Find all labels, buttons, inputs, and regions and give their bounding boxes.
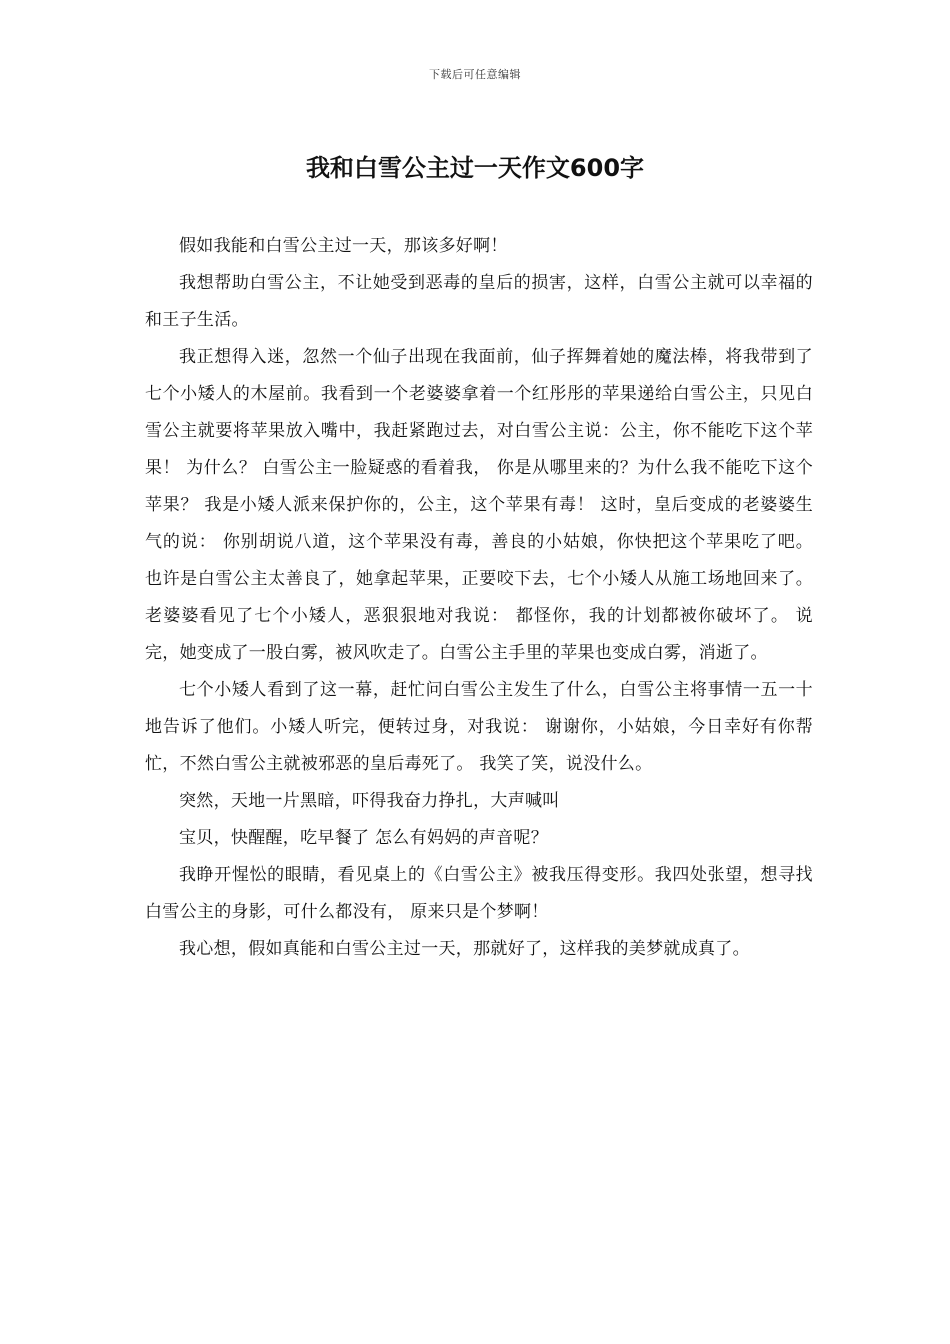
paragraph: 突然，天地一片黑暗，吓得我奋力挣扎，大声喊叫 bbox=[179, 791, 560, 811]
paragraph: 假如我能和白雪公主过一天，那该多好啊！ bbox=[179, 236, 508, 256]
paragraph: 我心想，假如真能和白雪公主过一天，那就好了，这样我的美梦就成真了。 bbox=[179, 939, 750, 959]
paragraph: 宝贝，快醒醒，吃早餐了 怎么有妈妈的声音呢？ bbox=[179, 828, 549, 848]
paragraph: 七个小矮人看到了这一幕，赶忙问白雪公主发生了什么，白雪公主将事情一五一十地告诉了他们。小矮人听完，便转过身，对我说： 谢谢你，小姑娘，今日幸好有你帮忙，不然白雪公主就被邪恶的皇后毒死了。 我笑了笑，说没什么。 bbox=[145, 680, 813, 774]
paragraph: 我正想得入迷，忽然一个仙子出现在我面前，仙子挥舞着她的魔法棒，将我带到了七个小矮人的木屋前。我看到一个老婆婆拿着一个红彤彤的苹果递给白雪公主，只见白雪公主就要将苹果放入嘴中，我赶紧跑过去，对白雪公主说：公主，你不能吃下这个苹果！ 为什么？ 白雪公主一脸疑惑的看着我， 你是从哪里来的？为什么我不能吃下这个苹果？ 我是小矮人派来保护你的，公主，这个苹果有毒！ 这时，皇后变成的老婆婆生气的说： 你别胡说八道，这个苹果没有毒，善良的小姑娘，你快把这个苹果吃了吧。 也许是白雪公主太善良了，她拿起苹果，正要咬下去，七个小矮人从施工场地回来了。老婆婆看见了七个小矮人，恶狠狠地对我说： 都怪你，我的计划都被你破坏了。 说完，她变成了一股白雾，被风吹走了。白雪公主手里的苹果也变成白雾，消逝了。 bbox=[145, 347, 813, 663]
header-note: 下载后可任意编辑 bbox=[429, 68, 521, 81]
document-title: 我和白雪公主过一天作文600字 bbox=[305, 154, 645, 182]
paragraph: 我睁开惺忪的眼睛，看见桌上的《白雪公主》被我压得变形。我四处张望，想寻找白雪公主的身影，可什么都没有， 原来只是个梦啊！ bbox=[145, 865, 813, 922]
paragraph: 我想帮助白雪公主，不让她受到恶毒的皇后的损害，这样，白雪公主就可以幸福的和王子生活。 bbox=[145, 273, 813, 330]
document-body bbox=[145, 228, 813, 968]
